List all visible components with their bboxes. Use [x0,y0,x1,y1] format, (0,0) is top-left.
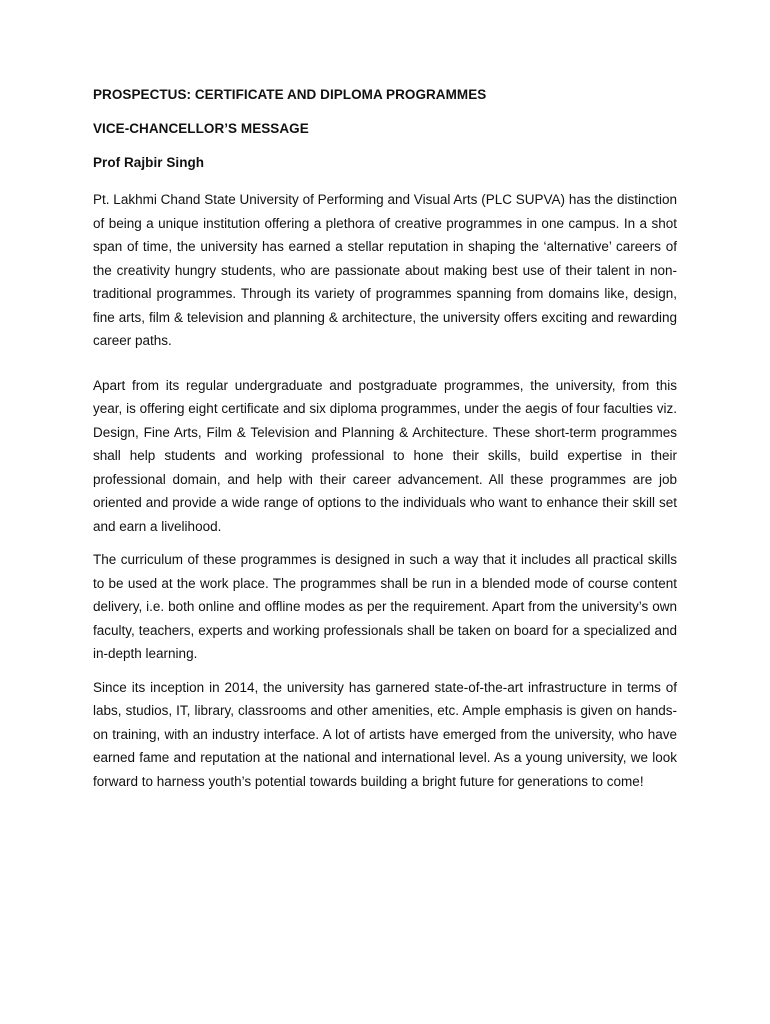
section-heading: VICE-CHANCELLOR’S MESSAGE [93,121,309,136]
document-page [93,86,677,793]
document-title: PROSPECTUS: CERTIFICATE AND DIPLOMA PROGRAMMES [93,87,487,102]
author-name: Prof Rajbir Singh [93,155,205,170]
paragraph-4: Since its inception in 2014, the university has garnered state-of-the-art infrastructure in terms of labs, studios, IT, library, classrooms and other amenities, etc. Ample emphasis is given on hands-on training, with an industry interface. A lot of artists have emerged from the university, who have earned fame and reputation at the national and international level. As a young university, we look forward to harness youth’s potential towards building a bright future for generations to come! [93,679,677,789]
paragraph-1: Pt. Lakhmi Chand State University of Performing and Visual Arts (PLC SUPVA) has the distinction of being a unique institution offering a plethora of creative programmes in one campus. In a shot span of time, the university has earned a stellar reputation in shaping the ‘alternative’ careers of the creativity hungry students, who are passionate about making best use of their talent in non-traditional programmes. Through its variety of programmes spanning from domains like, design, fine arts, film & television and planning & architecture, the university offers exciting and rewarding career paths. [93,192,677,348]
paragraph-3: The curriculum of these programmes is designed in such a way that it includes all practical skills to be used at the work place. The programmes shall be run in a blended mode of course content delivery, i.e. both online and offline modes as per the requirement. Apart from the university’s own faculty, teachers, experts and working professionals shall be taken on board for a specialized and in-depth learning. [93,552,677,661]
paragraph-2: Apart from its regular undergraduate and postgraduate programmes, the university, from this year, is offering eight certificate and six diploma programmes, under the aegis of four faculties viz. Design, Fine Arts, Film & Television and Planning & Architecture. These short-term programmes shall help students and working professional to hone their skills, build expertise in their professional domain, and help with their career advancement. All these programmes are job oriented and provide a wide range of options to the individuals who want to enhance their skill set and earn a livelihood. [93,377,677,534]
